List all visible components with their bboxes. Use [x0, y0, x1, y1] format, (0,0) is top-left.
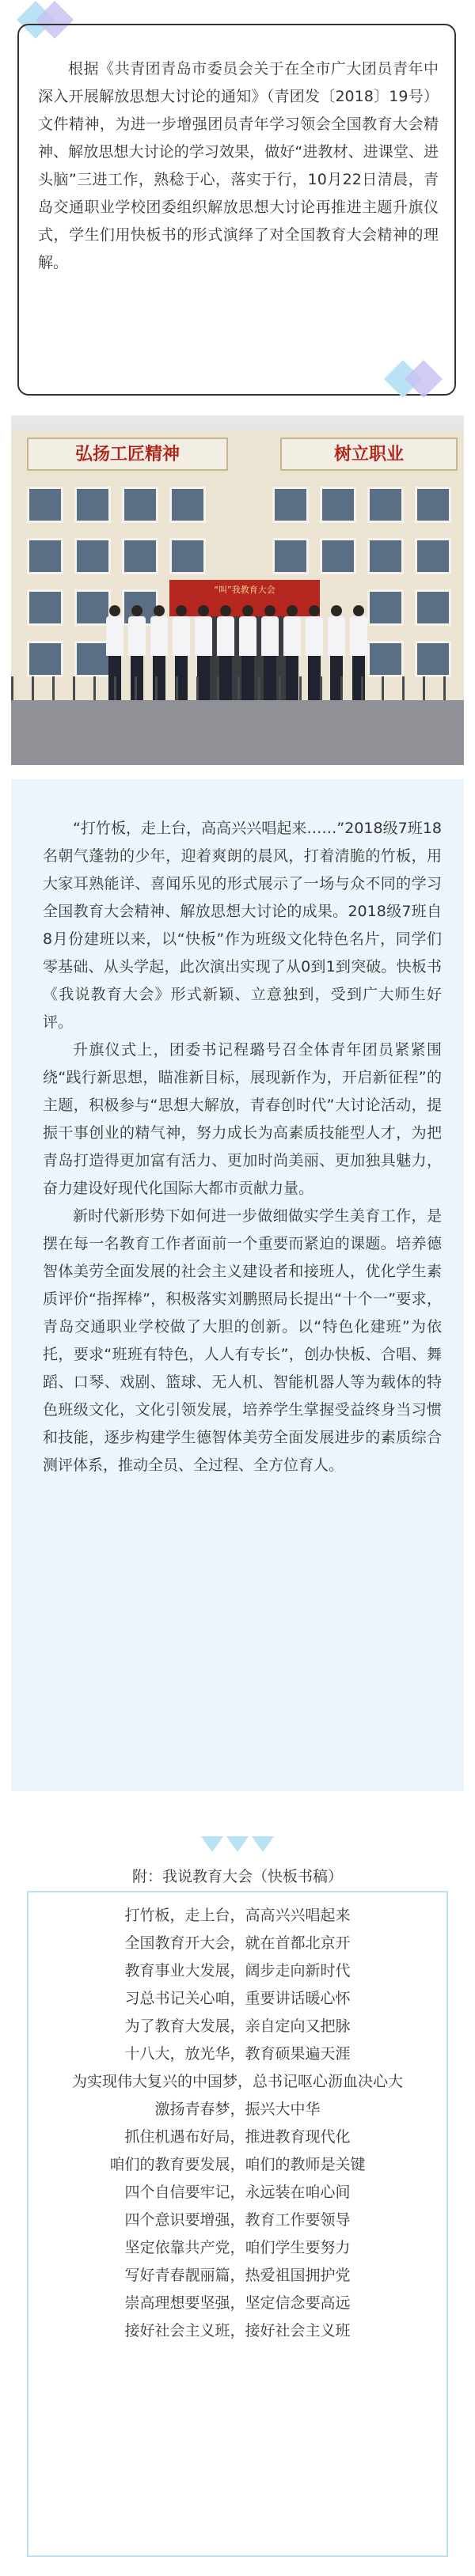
fence — [11, 676, 464, 703]
article-paragraph-2: 升旗仪式上，团委书记程璐号召全体青年团员紧紧围绕“践行新思想，瞄准新目标，展现新作为，开启新征程”的主题，积极参与“思想大解放，青春创时代”大讨论活动，提振干事创业的精气神，努力成长为高素质技能型人才，为把青岛打造得更加富有活力、更加时尚美丽、更加独具魅力，奋力建设好现代化国际大都市贡献力量。 — [43, 1041, 442, 1197]
script-line: 抓住机遇布好局，推进教育现代化 — [124, 2128, 351, 2146]
script-line: 打竹板，走上台，高高兴兴唱起来 — [124, 1907, 351, 1924]
building-slogan-left: 弘扬工匠精神 — [27, 438, 228, 471]
script-lines — [48, 1902, 428, 2345]
stage-banner-text: “叫”我教育大会 — [214, 585, 276, 595]
intro-text-block — [38, 55, 439, 277]
article-paragraph-3: 新时代新形势下如何进一步做细做实学生美育工作，是摆在每一名教育工作者面前一个重要而紧迫的课题。培养德智体美劳全面发展的社会主义建设者和接班人，优化学生素质评价“指挥棒”，积极落实刘鹏照局长提出“十个一”要求，青岛交通职业学校做了大胆的创新。以“特色化建班”为依托，要求“班班有特色，人人有专长”，创办快板、合唱、舞蹈、口琴、戏剧、篮球、无人机、智能机器人等为载体的特色班级文化，文化引领发展，培养学生掌握受益终身当习惯和技能，逐步构建学生德智体美劳全面发展进步的素质综合测评体系，推动全员、全过程、全方位育人。 — [43, 1207, 442, 1474]
script-line: 为了教育大发展，亲自定向又把脉 — [124, 2017, 351, 2035]
script-line: 接好社会主义班，接好社会主义班 — [124, 2322, 351, 2339]
script-line: 十八大，放光华，教育硕果遍天涯 — [124, 2045, 351, 2063]
appendix-title: 附：我说教育大会（快板书稿） — [131, 1868, 343, 1885]
script-line: 四个自信要牢记，永远装在咱心间 — [124, 2184, 351, 2201]
decor-triangle-icon — [201, 1836, 223, 1852]
ceremony-photo — [11, 415, 464, 765]
decor-triangle-icon — [226, 1836, 249, 1852]
article-paragraph-1: “打竹板，走上台，高高兴兴唱起来……”2018级7班18名朝气蓬勃的少年，迎着爽朗的晨风，打着清脆的竹板，用大家耳熟能详、喜闻乐见的形式展示了一场与众不同的学习全国教育大会精神、解放思想大讨论的成果。2018级7班自8月份建班以来，以“快板”作为班级文化特色名片，同学们零基础、从头学起，此次演出实现了从0到1到突破。快板书《我说教育大会》形式新颖、立意独到，受到广大师生好评。 — [43, 820, 442, 1031]
script-line: 激扬青春梦，振兴大中华 — [154, 2101, 321, 2118]
script-line: 崇高理想要坚强，坚定信念要高远 — [124, 2294, 351, 2312]
script-line: 习总书记关心咱，重要讲话暖心怀 — [124, 1990, 351, 2007]
ground — [11, 700, 464, 765]
script-line: 坚定依靠共产党，咱们学生要努力 — [124, 2239, 351, 2256]
script-line: 教育事业大发展，阔步走向新时代 — [124, 1962, 351, 1979]
script-line: 四个意识要增强，教育工作要领导 — [124, 2211, 351, 2229]
script-line: 咱们的教育要发展，咱们的教师是关键 — [109, 2156, 366, 2173]
script-line: 为实现伟大复兴的中国梦，总书记呕心沥血决心大 — [71, 2073, 403, 2090]
script-line: 全国教育开大会，就在首都北京开 — [124, 1934, 351, 1952]
intro-paragraph: 根据《共青团青岛市委员会关于在全市广大团员青年中深入开展解放思想大讨论的通知》（青团发〔2018〕19号）文件精神，为进一步增强团员青年学习领会全国教育大会精神、解放思想大讨论的学习效果，做好“进教材、进课堂、进头脑”三进工作，熟稔于心，落实于行，10月22日清晨，青岛交通职业学校团委组织解放思想大讨论再推进主题升旗仪式，学生们用快板书的形式演绎了对全国教育大会精神的理解。 — [38, 60, 439, 271]
script-line: 写好青春靓丽篇，热爱祖国拥护党 — [124, 2267, 351, 2284]
decor-triangle-icon — [252, 1836, 274, 1852]
building-slogan-right: 树立职业 — [280, 438, 458, 471]
article-body — [43, 815, 442, 1479]
